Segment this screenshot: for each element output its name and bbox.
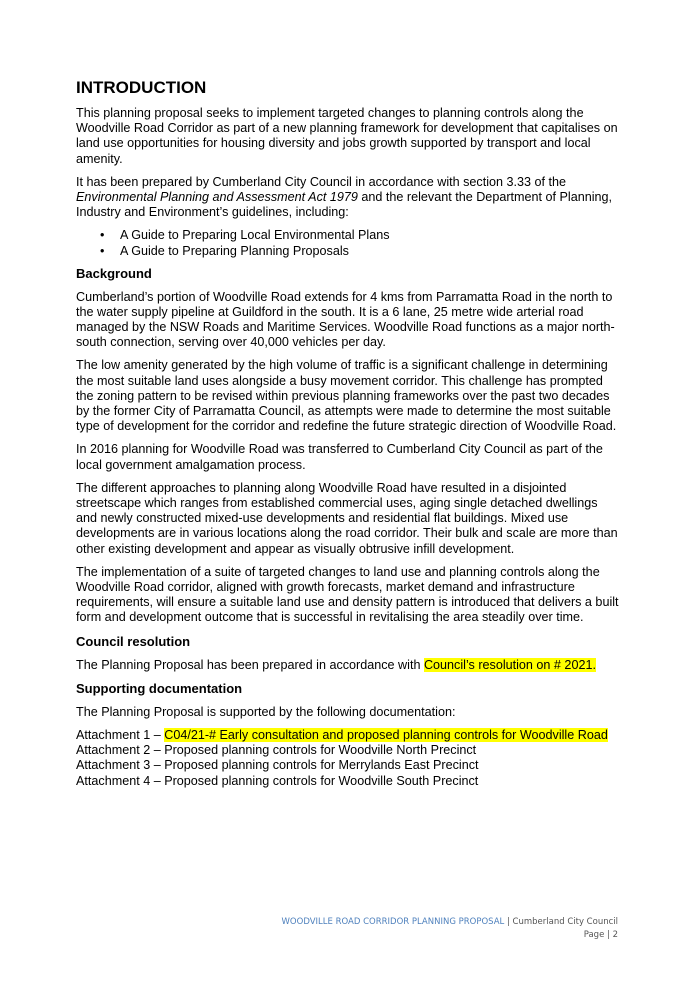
background-paragraph: The different approaches to planning along Woodville Road have resulted in a disjointed streetscape which ranges from established commercial uses, aging single detached dwellings and newly constructed mixed-use developments and residential flat buildings. Mixed use developments are in various locations along the road corridor. Their bulk and scale are more than other existing development and appear as visually obtrusive infill development. bbox=[76, 480, 618, 556]
background-paragraph: In 2016 planning for Woodville Road was transferred to Cumberland City Council as part of the local government amalgamation process. bbox=[76, 442, 603, 472]
highlighted-text: Council’s resolution on # 2021. bbox=[423, 657, 596, 672]
list-item: • A Guide to Preparing Local Environmental Plans bbox=[100, 228, 390, 243]
footer-org: Cumberland City Council bbox=[512, 917, 618, 927]
supporting-intro: The Planning Proposal is supported by the following documentation: bbox=[76, 704, 456, 719]
background-heading: Background bbox=[76, 265, 152, 281]
council-resolution-text: The Planning Proposal has been prepared in accordance with Council’s resolution on # 2021. bbox=[76, 657, 596, 672]
council-resolution-heading: Council resolution bbox=[76, 633, 191, 649]
intro-paragraph-1: This planning proposal seeks to implement targeted changes to planning controls along the Woodville Road Corridor as part of a new planning framework for development that capitalises on land use opportunities for housing diversity and jobs growth supported by transport and local amenity. bbox=[76, 106, 618, 166]
attachment-item: Attachment 3 – Proposed planning controls for Merrylands East Precinct bbox=[76, 758, 479, 773]
attachment-item: Attachment 2 – Proposed planning controls for Woodville North Precinct bbox=[76, 743, 477, 758]
footer-title-line: WOODVILLE ROAD CORRIDOR PLANNING PROPOSAL | Cumberland City Council bbox=[281, 917, 618, 927]
page-number: Page | 2 bbox=[583, 930, 618, 940]
page-footer bbox=[282, 916, 618, 942]
page-heading: INTRODUCTION bbox=[76, 78, 207, 97]
list-item: • A Guide to Preparing Planning Proposals bbox=[100, 244, 349, 259]
supporting-documentation-heading: Supporting documentation bbox=[76, 680, 243, 696]
background-paragraph: The implementation of a suite of targeted changes to land use and planning controls along the Woodville Road corridor, aligned with growth forecasts, market demand and infrastructure requirements, will ensure a suitable land use and density pattern is introduced that delivers a built form and development outcome that is successful in revitalising the area steadily over time. bbox=[76, 564, 619, 625]
attachment-item: Attachment 4 – Proposed planning controls for Woodville South Precinct bbox=[76, 773, 479, 788]
background-paragraph: The low amenity generated by the high volume of traffic is a significant challenge in determining the most suitable land uses alongside a busy movement corridor. This challenge has prompted the zoning pattern to be revised within previous planning frameworks over the past two decades by the former City of Parramatta Council, as attempts were made to determine the most suitable type of development for the corridor and redefine the future strategic direction of Woodville Road. bbox=[76, 358, 617, 434]
bullet-icon: • bbox=[100, 228, 105, 243]
background-paragraph: Cumberland’s portion of Woodville Road extends for 4 kms from Parramatta Road in the north to the water supply pipeline at Guildford in the south. It is a 6 lane, 25 metre wide arterial road managed by the NSW Roads and Maritime Services. Woodville Road functions as a major north-south connection, serving over 40,000 vehicles per day. bbox=[76, 289, 615, 350]
act-title: Environmental Planning and Assessment Act 1979 bbox=[76, 190, 358, 205]
attachment-item: Attachment 1 – C04/21-# Early consultation and proposed planning controls for Woodville Road bbox=[76, 728, 608, 743]
highlighted-text: C04/21-# Early consultation and proposed planning controls for Woodville Road bbox=[164, 728, 608, 743]
document-page bbox=[76, 78, 621, 789]
footer-project: WOODVILLE ROAD CORRIDOR PLANNING PROPOSAL bbox=[281, 917, 505, 927]
intro-paragraph-2: It has been prepared by Cumberland City Council in accordance with section 3.33 of the Environmental Planning and Assessment Act 1979 and the relevant the Department of Planning, Industry and Environment’s guidelines, including: bbox=[76, 174, 613, 220]
guidelines-list bbox=[76, 228, 621, 259]
bullet-icon: • bbox=[100, 244, 105, 259]
